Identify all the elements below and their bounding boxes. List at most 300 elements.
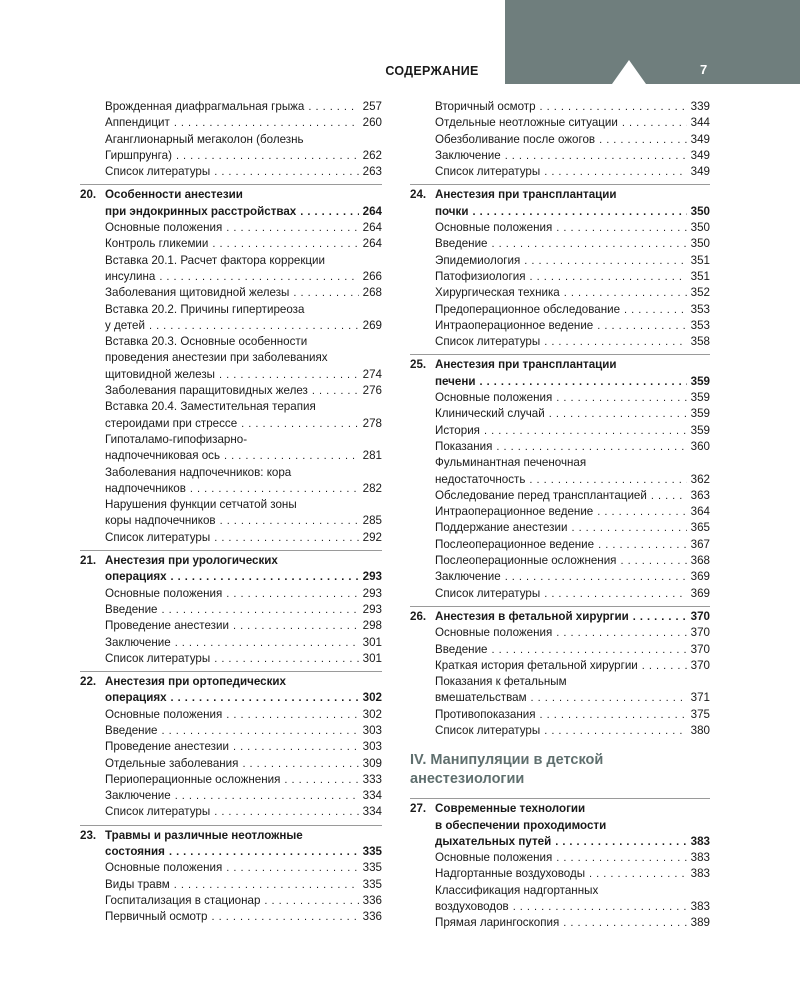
toc-entry[interactable] xyxy=(80,318,382,334)
chapter-title-line[interactable]: при эндокринных расстройствах . . . 264 xyxy=(80,204,382,220)
leader-dots xyxy=(212,236,358,252)
leader-dots xyxy=(308,99,358,115)
chapter-title: Анестезия при трансплантации xyxy=(435,358,617,372)
toc-entry-title: проведения анестезии при заболеваниях xyxy=(105,351,328,365)
toc-entry[interactable] xyxy=(80,513,382,529)
leader-dots xyxy=(505,569,687,585)
toc-entry[interactable] xyxy=(410,723,710,739)
toc-entry-page: 292 xyxy=(362,530,382,544)
toc-entry[interactable] xyxy=(80,416,382,432)
toc-entry-title: Вставка 20.4. Заместительная терапия xyxy=(105,400,316,414)
toc-entry-title: стероидами при стрессе xyxy=(105,416,238,430)
toc-entry-title: Периоперационные осложнения xyxy=(105,772,281,786)
leader-dots xyxy=(162,723,359,739)
toc-entry[interactable] xyxy=(410,537,710,553)
toc-entry[interactable] xyxy=(80,860,382,876)
toc-entry-title: Список литературы xyxy=(435,335,541,349)
leader-dots xyxy=(214,164,358,180)
chapter-25 xyxy=(410,354,710,601)
toc-entry-page: 263 xyxy=(362,165,382,179)
leader-dots xyxy=(564,285,687,301)
leader-dots xyxy=(214,804,358,820)
toc-entry[interactable] xyxy=(80,220,382,236)
toc-entry-title: Клинический случай xyxy=(435,407,545,421)
toc-entry-title: Гиршпрунга) xyxy=(105,148,172,162)
toc-entry-page: 359 xyxy=(690,391,710,405)
toc-entry[interactable] xyxy=(410,690,710,706)
toc-entry[interactable] xyxy=(410,586,710,602)
toc-entry[interactable] xyxy=(410,850,710,866)
toc-entry-page: 353 xyxy=(690,302,710,316)
toc-entry-page: 281 xyxy=(362,449,382,463)
toc-entry-page: 274 xyxy=(362,367,382,381)
chapter-20 xyxy=(80,184,382,546)
leader-dots xyxy=(540,99,687,115)
toc-entry[interactable] xyxy=(80,350,382,366)
toc-entry[interactable] xyxy=(410,658,710,674)
toc-entry-title: Обследование перед трансплантацией xyxy=(435,488,647,502)
leader-dots xyxy=(241,416,359,432)
chapter-title-line[interactable]: печени . . . 359 xyxy=(410,374,710,390)
toc-entry[interactable] xyxy=(80,432,382,448)
leader-dots xyxy=(531,690,687,706)
chapter-title: Особенности анестезии xyxy=(105,188,243,202)
toc-entry-title: Вставка 20.3. Основные особенности xyxy=(105,335,308,349)
chapter-22 xyxy=(80,671,382,821)
toc-entry-page: 334 xyxy=(362,805,382,819)
toc-entry[interactable] xyxy=(80,236,382,252)
toc-entry-title: Список литературы xyxy=(105,805,211,819)
toc-entry-page: 364 xyxy=(690,505,710,519)
toc-entry[interactable] xyxy=(410,99,710,115)
toc-entry-title: Заключение xyxy=(435,148,501,162)
toc-entry-title: Вторичный осмотр xyxy=(435,100,536,113)
toc-entry[interactable] xyxy=(80,367,382,383)
toc-entry-title: Фульминантная печеночная xyxy=(435,456,587,470)
leader-dots xyxy=(190,481,359,497)
toc-entry[interactable] xyxy=(410,439,710,455)
toc-entry[interactable] xyxy=(410,625,710,641)
toc-entry[interactable] xyxy=(80,618,382,634)
toc-entry[interactable] xyxy=(80,602,382,618)
toc-entry-title: Введение xyxy=(105,723,158,737)
toc-entry[interactable] xyxy=(80,115,382,131)
chapter-entries xyxy=(410,850,710,931)
chapter-21 xyxy=(80,550,382,667)
toc-entry-title: Вставка 20.2. Причины гипертиреоза xyxy=(105,302,305,316)
header-triangle-icon xyxy=(612,60,646,84)
chapter-entries xyxy=(80,707,382,821)
toc-entry-page: 282 xyxy=(362,481,382,495)
toc-entry-page: 351 xyxy=(690,269,710,283)
toc-entry[interactable] xyxy=(410,115,710,131)
leader-dots xyxy=(233,618,359,634)
chapter-entries xyxy=(80,860,382,925)
toc-entry-page: 262 xyxy=(362,148,382,162)
leader-dots xyxy=(226,220,358,236)
toc-entry-title: Основные положения xyxy=(105,707,223,721)
toc-entry-title: недостаточность xyxy=(435,472,526,486)
toc-entry-page: 260 xyxy=(362,116,382,130)
toc-entry-title: Заключение xyxy=(105,635,171,649)
toc-entry-title: у детей xyxy=(105,318,145,332)
toc-entry[interactable] xyxy=(80,148,382,164)
toc-entry-title: Заключение xyxy=(435,570,501,584)
toc-entry[interactable] xyxy=(80,497,382,513)
toc-entry[interactable] xyxy=(80,132,382,148)
toc-entry-title: Аганглионарный мегаколон (болезнь xyxy=(105,132,304,146)
toc-entry[interactable] xyxy=(80,586,382,602)
toc-entry-title: Отдельные неотложные ситуации xyxy=(435,116,618,130)
toc-entry-title: История xyxy=(435,423,480,437)
toc-entry[interactable] xyxy=(410,899,710,915)
toc-entry-page: 365 xyxy=(690,521,710,535)
toc-entry-page: 380 xyxy=(690,723,710,737)
leader-dots xyxy=(219,367,359,383)
chapter-number: 23. xyxy=(80,828,97,842)
toc-entry-page: 371 xyxy=(690,691,710,705)
toc-entry-page: 264 xyxy=(362,237,382,251)
leader-dots xyxy=(484,423,687,439)
toc-entry-title: Гипоталамо-гипофизарно- xyxy=(105,432,248,446)
toc-entry-title: Основные положения xyxy=(105,221,223,235)
toc-entry[interactable] xyxy=(80,253,382,269)
toc-entry[interactable] xyxy=(80,465,382,481)
chapter-title-line[interactable]: дыхательных путей . . . 383 xyxy=(410,834,710,850)
toc-entry-title: Список литературы xyxy=(435,165,541,179)
toc-entry-page: 268 xyxy=(362,286,382,300)
leader-dots xyxy=(175,788,359,804)
toc-entry-title: Основные положения xyxy=(435,851,553,865)
toc-entry-page: 358 xyxy=(690,335,710,349)
toc-entry-page: 370 xyxy=(690,642,710,656)
chapter-number: 26. xyxy=(410,609,427,623)
toc-entry-page: 360 xyxy=(690,439,710,453)
toc-entry[interactable] xyxy=(80,334,382,350)
toc-entry[interactable] xyxy=(80,651,382,667)
chapter-title-line[interactable]: состояния . . . 335 xyxy=(80,844,382,860)
toc-entry-title: Список литературы xyxy=(435,586,541,600)
leader-dots xyxy=(149,318,359,334)
toc-entry-page: 269 xyxy=(362,318,382,332)
toc-entry-page: 349 xyxy=(690,148,710,162)
toc-entry[interactable] xyxy=(410,504,710,520)
toc-entry-title: Основные положения xyxy=(435,391,553,405)
leader-dots xyxy=(642,658,687,674)
toc-entry[interactable] xyxy=(80,877,382,893)
toc-entry[interactable] xyxy=(80,164,382,180)
toc-entry-page: 301 xyxy=(362,635,382,649)
toc-entry[interactable] xyxy=(410,390,710,406)
toc-entry[interactable] xyxy=(80,804,382,820)
chapter-number: 25. xyxy=(410,358,427,372)
toc-entry-page: 293 xyxy=(362,586,382,600)
toc-entry[interactable] xyxy=(80,302,382,318)
toc-entry[interactable] xyxy=(410,334,710,350)
chapter-entries xyxy=(80,220,382,546)
chapter-title-line[interactable]: почки . . . 350 xyxy=(410,204,710,220)
toc-entry-page: 369 xyxy=(690,586,710,600)
leader-dots xyxy=(624,302,687,318)
toc-entry-title: Эпидемиология xyxy=(435,253,521,267)
toc-entry-page: 302 xyxy=(362,707,382,721)
leader-dots xyxy=(544,164,686,180)
toc-entry-title: воздуховодов xyxy=(435,900,509,914)
toc-entry[interactable] xyxy=(410,236,710,252)
toc-entry-page: 285 xyxy=(362,514,382,528)
toc-entry-page: 334 xyxy=(362,789,382,803)
leader-dots xyxy=(226,707,358,723)
leader-dots xyxy=(159,269,358,285)
leader-dots xyxy=(571,520,686,536)
page-number: 7 xyxy=(700,62,708,77)
toc-continuation-group xyxy=(80,99,382,180)
leader-dots xyxy=(226,586,358,602)
toc-entry-title: Интраоперационное ведение xyxy=(435,318,594,332)
toc-entry-title: Заболевания паращитовидных желез xyxy=(105,384,308,398)
toc-entry[interactable] xyxy=(410,302,710,318)
toc-entry-page: 350 xyxy=(690,237,710,251)
leader-dots xyxy=(492,642,687,658)
leader-dots xyxy=(651,488,687,504)
leader-dots xyxy=(524,253,686,269)
toc-entry-page: 389 xyxy=(690,916,710,930)
toc-entry-title: Хирургическая техника xyxy=(435,286,560,300)
toc-entry-page: 335 xyxy=(362,861,382,875)
toc-entry[interactable] xyxy=(410,220,710,236)
chapter-number: 21. xyxy=(80,554,97,568)
toc-entry-page: 293 xyxy=(362,602,382,616)
toc-entry-title: Интраоперационное ведение xyxy=(435,505,594,519)
chapter-title: Анестезия при ортопедических xyxy=(105,675,286,689)
toc-entry[interactable] xyxy=(410,132,710,148)
toc-entry[interactable] xyxy=(410,269,710,285)
toc-entry[interactable] xyxy=(410,406,710,422)
toc-entry-title: Отдельные заболевания xyxy=(105,756,239,770)
toc-entry-page: 359 xyxy=(690,423,710,437)
leader-dots xyxy=(544,334,686,350)
chapter-title-line[interactable]: операциях . . . 302 xyxy=(80,690,382,706)
toc-entry-title: Список литературы xyxy=(435,723,541,737)
leader-dots xyxy=(620,553,686,569)
toc-entry-page: 257 xyxy=(362,100,382,113)
leader-dots xyxy=(264,893,358,909)
toc-entry[interactable] xyxy=(80,399,382,415)
chapter-number: 20. xyxy=(80,188,97,202)
toc-entry[interactable] xyxy=(80,756,382,772)
toc-continuation-group xyxy=(410,99,710,180)
chapter-24 xyxy=(410,184,710,350)
toc-entry-title: Противопоказания xyxy=(435,707,536,721)
toc-entry-page: 333 xyxy=(362,772,382,786)
toc-entry[interactable] xyxy=(410,674,710,690)
toc-entry[interactable] xyxy=(80,788,382,804)
toc-entry-page: 349 xyxy=(690,165,710,179)
toc-entry[interactable] xyxy=(410,253,710,269)
chapter-entries xyxy=(80,586,382,667)
part-heading: IV. Манипуляции в детской анестезиологии xyxy=(410,752,604,788)
leader-dots xyxy=(513,899,687,915)
toc-entry-page: 375 xyxy=(690,707,710,721)
toc-entry[interactable] xyxy=(80,635,382,651)
leader-dots xyxy=(284,772,358,788)
toc-entry[interactable] xyxy=(80,481,382,497)
toc-entry-page: 336 xyxy=(362,893,382,907)
toc-entry-title: вмешательствам xyxy=(435,691,527,705)
toc-entry[interactable] xyxy=(410,285,710,301)
toc-entry-title: Заболевания надпочечников: кора xyxy=(105,465,292,479)
toc-entry-page: 335 xyxy=(362,877,382,891)
toc-entry-title: Краткая история фетальной хирургии xyxy=(435,658,638,672)
leader-dots xyxy=(544,586,686,602)
toc-entry-title: Госпитализация в стационар xyxy=(105,893,261,907)
chapter-number: 24. xyxy=(410,188,427,202)
section-title: СОДЕРЖАНИЕ xyxy=(385,64,479,78)
toc-entry-page: 344 xyxy=(690,116,710,130)
toc-entry-page: 350 xyxy=(690,221,710,235)
header-accent-block xyxy=(505,0,800,84)
chapter-title: в обеспечении проходимости xyxy=(435,818,607,832)
toc-entry[interactable] xyxy=(80,269,382,285)
toc-entry-page: 266 xyxy=(362,269,382,283)
toc-entry-title: Список литературы xyxy=(105,530,211,544)
leader-dots xyxy=(599,132,687,148)
leader-dots xyxy=(529,472,686,488)
toc-entry-title: Список литературы xyxy=(105,165,211,179)
toc-entry-title: Основные положения xyxy=(105,586,223,600)
chapter-title: Современные технологии xyxy=(435,802,586,816)
toc-entry-title: щитовидной железы xyxy=(105,367,216,381)
toc-entry-title: инсулина xyxy=(105,269,156,283)
toc-entry-title: Показания к фетальным xyxy=(435,675,567,689)
toc-entry[interactable] xyxy=(80,285,382,301)
toc-left-column xyxy=(80,99,382,926)
leader-dots xyxy=(505,148,687,164)
toc-entry-page: 363 xyxy=(690,488,710,502)
toc-entry-title: коры надпочечников xyxy=(105,514,216,528)
leader-dots xyxy=(589,866,687,882)
leader-dots xyxy=(226,860,358,876)
toc-entry[interactable] xyxy=(410,866,710,882)
leader-dots xyxy=(212,909,359,925)
leader-dots xyxy=(556,850,686,866)
leader-dots xyxy=(540,707,687,723)
leader-dots xyxy=(214,530,358,546)
toc-entry[interactable] xyxy=(410,455,710,471)
toc-entry-page: 352 xyxy=(690,286,710,300)
toc-entry[interactable] xyxy=(80,893,382,909)
toc-entry[interactable] xyxy=(410,642,710,658)
toc-entry-page: 336 xyxy=(362,910,382,924)
toc-entry[interactable] xyxy=(80,909,382,925)
toc-entry[interactable] xyxy=(410,883,710,899)
toc-entry-title: Показания xyxy=(435,439,493,453)
toc-entry-title: Проведение анестезии xyxy=(105,740,229,754)
toc-entry-title: Основные положения xyxy=(105,861,223,875)
leader-dots xyxy=(544,723,686,739)
leader-dots xyxy=(224,448,359,464)
toc-entry-title: Введение xyxy=(435,642,488,656)
chapter-title-line[interactable]: 26. Анестезия в фетальной хирургии . . . 370 xyxy=(410,609,710,625)
toc-entry-title: Нарушения функции сетчатой зоны xyxy=(105,498,297,512)
toc-entry-page: 370 xyxy=(690,658,710,672)
toc-entry[interactable] xyxy=(410,553,710,569)
leader-dots xyxy=(312,383,359,399)
leader-dots xyxy=(556,390,686,406)
toc-entry-page: 349 xyxy=(690,132,710,146)
leader-dots xyxy=(214,651,358,667)
toc-entry[interactable] xyxy=(80,723,382,739)
toc-entry-title: Основные положения xyxy=(435,626,553,640)
toc-entry-title: Послеоперационные осложнения xyxy=(435,554,617,568)
chapter-entries xyxy=(410,625,710,739)
toc-entry-page: 278 xyxy=(362,416,382,430)
toc-entry[interactable] xyxy=(410,164,710,180)
toc-entry[interactable] xyxy=(410,520,710,536)
toc-entry-page: 368 xyxy=(690,554,710,568)
toc-entry[interactable] xyxy=(410,472,710,488)
toc-entry[interactable] xyxy=(80,707,382,723)
chapter-title: Анестезия при урологических xyxy=(105,554,278,568)
toc-entry[interactable] xyxy=(410,915,710,931)
toc-entry[interactable] xyxy=(80,448,382,464)
toc-entry-page: 351 xyxy=(690,253,710,267)
toc-entry[interactable] xyxy=(410,423,710,439)
toc-entry[interactable] xyxy=(410,318,710,334)
toc-entry[interactable] xyxy=(80,99,382,115)
chapter-entries xyxy=(410,390,710,602)
toc-entry[interactable] xyxy=(410,569,710,585)
toc-entry[interactable] xyxy=(410,148,710,164)
toc-entry-page: 383 xyxy=(690,851,710,865)
toc-entry-title: Основные положения xyxy=(435,221,553,235)
leader-dots xyxy=(293,285,358,301)
chapter-title-line[interactable]: операциях . . . 293 xyxy=(80,569,382,585)
toc-entry-title: Врожденная диафрагмальная грыжа xyxy=(105,100,305,113)
toc-entry-title: Контроль гликемии xyxy=(105,237,209,251)
toc-entry[interactable] xyxy=(80,383,382,399)
toc-entry[interactable] xyxy=(410,488,710,504)
toc-entry[interactable] xyxy=(410,707,710,723)
toc-entry-title: Надгортанные воздуховоды xyxy=(435,867,586,881)
toc-entry[interactable] xyxy=(80,530,382,546)
toc-right-column xyxy=(410,99,710,932)
toc-entry-page: 276 xyxy=(362,384,382,398)
chapter-26 xyxy=(410,606,710,739)
chapter-23 xyxy=(80,825,382,926)
toc-entry[interactable] xyxy=(80,739,382,755)
chapter-title: Травмы и различные неотложные xyxy=(105,828,303,842)
toc-entry-page: 359 xyxy=(690,407,710,421)
toc-entry-title: Патофизиология xyxy=(435,269,526,283)
toc-entry-title: Поддержание анестезии xyxy=(435,521,568,535)
toc-entry-title: Послеоперационное ведение xyxy=(435,537,595,551)
toc-entry-title: Аппендицит xyxy=(105,116,170,130)
toc-entry-page: 367 xyxy=(690,537,710,551)
toc-entry-page: 369 xyxy=(690,570,710,584)
chapter-number: 27. xyxy=(410,802,427,816)
leader-dots xyxy=(162,602,359,618)
leader-dots xyxy=(492,236,687,252)
toc-entry[interactable] xyxy=(80,772,382,788)
leader-dots xyxy=(242,756,358,772)
toc-entry-page: 383 xyxy=(690,867,710,881)
toc-entry-title: Прямая ларингоскопия xyxy=(435,916,560,930)
chapter-entries xyxy=(410,220,710,350)
toc-entry-title: Введение xyxy=(105,602,158,616)
toc-entry-title: Заключение xyxy=(105,789,171,803)
leader-dots xyxy=(622,115,687,131)
